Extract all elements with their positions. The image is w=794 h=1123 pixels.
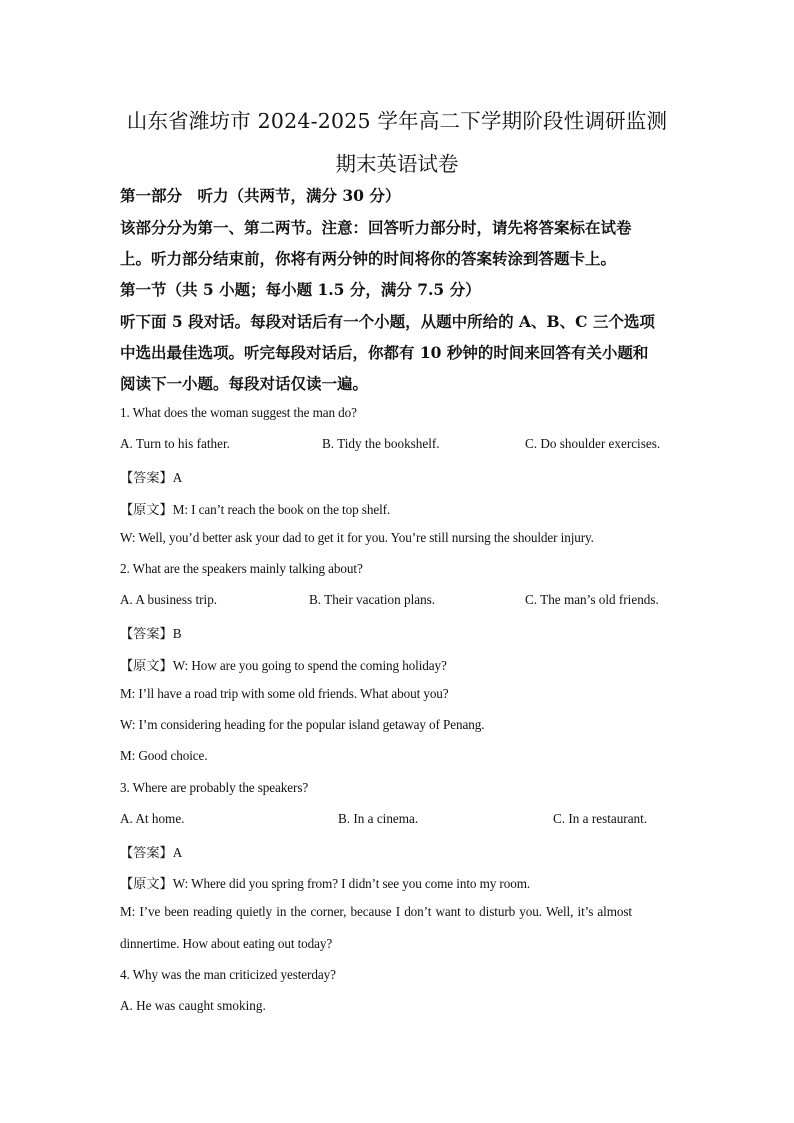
question-1-answer-row — [120, 467, 182, 487]
question-1-option-b: B. Tidy the bookshelf. — [322, 436, 440, 451]
question-2-option-c: C. The man’s old friends. — [525, 592, 659, 607]
original-label: 【原文】 — [120, 659, 173, 674]
original-label: 【原文】 — [120, 877, 173, 892]
question-3-stem: 3. Where are probably the speakers? — [120, 780, 309, 795]
question-1-transcript-line2: W: Well, you’d better ask your dad to get it for you. You’re still nursing the shoulder injury. — [120, 530, 594, 545]
question-3-answer-row — [120, 842, 182, 862]
question-2-transcript-row — [120, 655, 447, 675]
question-2-option-a: A. A business trip. — [120, 592, 218, 607]
part1-intro-line3: 阅读下一小题。每段对话仅读一遍。 — [120, 374, 369, 393]
question-3-option-c: C. In a restaurant. — [553, 811, 648, 826]
question-1-answer: A — [172, 470, 183, 485]
question-1-transcript-line1: M: I can’t reach the book on the top shelf. — [172, 502, 391, 517]
answer-label: 【答案】 — [120, 471, 173, 486]
section-heading: 第一部分 听力（共两节，满分 30 分） — [120, 186, 401, 205]
part1-heading: 第一节（共 5 小题；每小题 1.5 分，满分 7.5 分） — [120, 280, 481, 299]
section-intro-line1: 该部分分为第一、第二两节。注意：回答听力部分时，请先将答案标在试卷 — [120, 218, 632, 237]
question-4-option-a: A. He was caught smoking. — [120, 998, 266, 1013]
question-3-option-a: A. At home. — [120, 811, 185, 826]
question-1-stem: 1. What does the woman suggest the man do? — [120, 405, 357, 420]
question-3-transcript-line1: W: Where did you spring from? I didn’t see you come into my room. — [172, 876, 531, 891]
part1-intro-line2: 中选出最佳选项。听完每段对话后，你都有 10 秒钟的时间来回答有关小题和 — [120, 343, 649, 362]
question-3-option-b: B. In a cinema. — [338, 811, 419, 826]
exam-title-line1: 山东省潍坊市 2024-2025 学年高二下学期阶段性调研监测 — [126, 109, 668, 133]
question-3-transcript-row — [120, 873, 530, 893]
question-2-transcript-line3: W: I’m considering heading for the popular island getaway of Penang. — [120, 717, 485, 732]
exam-title-line2: 期末英语试卷 — [335, 152, 459, 176]
question-3-transcript-line3: dinnertime. How about eating out today? — [120, 936, 333, 951]
question-2-stem: 2. What are the speakers mainly talking about? — [120, 561, 363, 576]
question-4-stem: 4. Why was the man criticized yesterday? — [120, 967, 336, 982]
question-2-transcript-line2: M: I’ll have a road trip with some old friends. What about you? — [120, 686, 449, 701]
question-2-answer: B — [172, 626, 182, 641]
original-label: 【原文】 — [120, 503, 173, 518]
question-1-option-a: A. Turn to his father. — [120, 436, 230, 451]
section-intro-line2: 上。听力部分结束前，你将有两分钟的时间将你的答案转涂到答题卡上。 — [120, 249, 617, 268]
part1-intro-line1: 听下面 5 段对话。每段对话后有一个小题，从题中所给的 A、B、C 三个选项 — [120, 312, 655, 331]
question-2-answer-row — [120, 623, 181, 643]
question-2-transcript-line1: W: How are you going to spend the coming holiday? — [172, 658, 447, 673]
answer-label: 【答案】 — [120, 627, 173, 642]
question-3-answer: A — [172, 845, 183, 860]
question-3-transcript-line2: M: I’ve been reading quietly in the corner, because I don’t want to disturb you. Well, it’s almost — [120, 904, 632, 919]
question-2-transcript-line4: M: Good choice. — [120, 748, 208, 763]
question-1-option-c: C. Do shoulder exercises. — [525, 436, 661, 451]
question-1-transcript-row — [120, 499, 390, 519]
answer-label: 【答案】 — [120, 846, 173, 861]
question-2-option-b: B. Their vacation plans. — [309, 592, 436, 607]
